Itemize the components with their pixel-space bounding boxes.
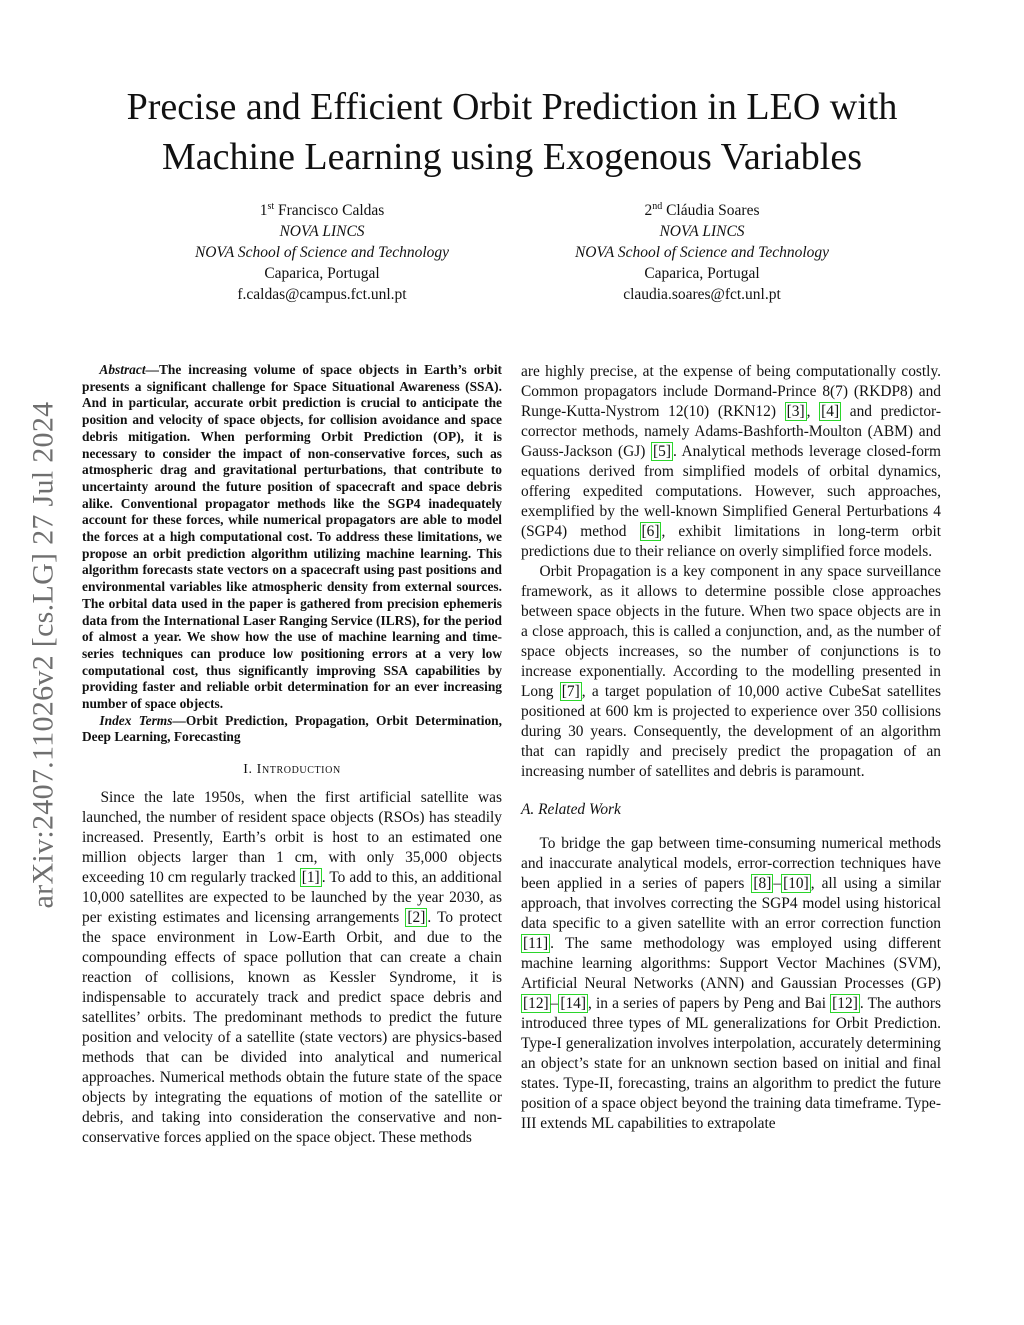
author-2-ordinal: 2 [644, 202, 653, 219]
text-span: Orbit Propagation is a key component in any space surveillance framework, as it allows to determine possible close approaches between space objects in the future. When two space objects are in a close approach, this is called a conjunction, and, as the number of space objects increases, so the number of conjunctions is to increase exponentially. According to the modelling presented in Long [521, 563, 941, 700]
text-span: and predictor-corrector methods, namely Adams-Bashforth-Moulton (ABM) and Gauss-Jackson (GJ) [521, 403, 941, 460]
text-span: . The same methodology was employed using different machine learning algorithms: Support Vector Machines (SVM), Artificial Neural Networks (ANN) and Gaussian Processes (GP) [521, 935, 941, 992]
author-1 [142, 200, 502, 305]
text-span: . To add to this, an additional 10,000 satellites are expected to be launched by the year 2030, as per existing estimates and licensing arrangements [82, 869, 503, 927]
abstract [82, 362, 502, 713]
text-span: , [806, 403, 820, 420]
text-span: . Analytical methods leverage closed-form equations derived from simplified models of orbital dynamics, offering expedited computations. However, such approaches, exemplified by the well-known Simplified General Perturbations 4 (SGP4) method [521, 443, 942, 540]
citation-link[interactable]: [14] [560, 995, 587, 1012]
citation-link[interactable]: [6] [641, 523, 660, 540]
right-paragraph-2 [521, 562, 941, 782]
author-2-location: Caparica, Portugal [644, 265, 760, 282]
text-span: . To protect the space environment in Low-Earth Orbit, and due to the compounding effects of space pollution that can create a chain reaction of collisions, known as Kessler Syndrome, it is indispensable to accurately track and predict space debris and satellites’ orbits. The predominant methods to predict the future position and velocity of a satellite (state vectors) are physics-based methods that can be divided into analytical and numerical approaches. Numerical methods obtain the future state of the space objects by integrating the equations of motion of the satellite or debris, and taking into consideration the conservative and non-conservative forces applied on the space object. These methods [82, 909, 502, 1147]
citation-link[interactable]: [7] [561, 683, 580, 700]
citation-link[interactable]: [12] [523, 995, 549, 1012]
author-1-name: Francisco Caldas [277, 202, 385, 219]
right-paragraph-1 [521, 362, 941, 562]
citation-link[interactable]: [1] [301, 869, 320, 887]
index-terms-text: —Orbit Prediction, Propagation, Orbit Determination, Deep Learning, Forecasting [82, 712, 502, 745]
author-1-name-line [142, 200, 502, 221]
author-2-ordinal-suffix: nd [652, 201, 663, 212]
author-1-location: Caparica, Portugal [264, 265, 380, 282]
right-paragraph-3 [521, 834, 941, 1134]
text-span: , in a series of papers by Peng and Bai [588, 995, 831, 1012]
author-1-org: NOVA LINCS [279, 223, 365, 240]
author-2-email: claudia.soares@fct.unl.pt [623, 286, 781, 303]
citation-link[interactable]: [3] [786, 403, 805, 420]
text-span: . The authors introduced three types of ML generalizations for Orbit Prediction. Type-I generalization involves interpolation, accurately determining an object’s state for an unknown section based on initial and final states. Type-II, forecasting, trains an algorithm to predict the future position of a space object beyond the training data timeframe. Type-III extends ML capabilities to extrapolate [521, 995, 941, 1132]
section-heading-introduction: I. Introduction [243, 762, 341, 778]
author-1-school: NOVA School of Science and Technology [194, 244, 450, 261]
title-line-1: Precise and Efficient Orbit Prediction in LEO with [126, 86, 898, 128]
right-column [521, 362, 941, 1134]
text-span: , all using a similar approach, that involves correcting the SGP4 model using historical data specific to a given satellite with an error correction function [521, 875, 941, 932]
author-2-org: NOVA LINCS [659, 223, 745, 240]
citation-link[interactable]: [4] [821, 403, 840, 420]
paper-title [70, 82, 954, 182]
text-span: , exhibit limitations in long-term orbit predictions due to their reliance on overly simplified force models. [521, 523, 941, 560]
index-terms [82, 713, 502, 746]
citation-link[interactable]: [12] [832, 995, 858, 1012]
text-span: – [773, 875, 782, 892]
index-terms-lead: Index Terms [99, 712, 173, 728]
title-line-2: Machine Learning using Exogenous Variables [161, 136, 862, 178]
author-2-school: NOVA School of Science and Technology [574, 244, 830, 261]
arxiv-watermark [18, 365, 68, 945]
author-2-name: Cláudia Soares [666, 202, 760, 219]
author-1-ordinal: 1 [259, 202, 268, 219]
citation-link[interactable]: [8] [753, 875, 772, 892]
text-span: are highly precise, at the expense of being computationally costly. Common propagators include Dormand-Prince 8(7) (RKDP8) and Runge-Kutta-Nystrom 12(10) (RKN12) [521, 363, 941, 420]
arxiv-identifier: arXiv:2407.11026v2 [cs.LG] 27 Jul 2024 [26, 401, 59, 909]
abstract-lead: Abstract [99, 362, 146, 377]
citation-link[interactable]: [10] [783, 875, 809, 892]
text-span: Since the late 1950s, when the first artificial satellite was launched, the number of resident space objects (RSOs) has steadily increased. Presently, Earth’s orbit is host to an estimated one million objects larger than 1 cm, with only 35,000 objects exceeding 10 cm regularly tracked [82, 789, 502, 887]
intro-paragraph-1 [82, 788, 502, 1148]
citation-link[interactable]: [11] [523, 935, 549, 952]
text-span: To bridge the gap between time-consuming numerical methods and inaccurate analytical models, error-correction techniques have been applied in a series of papers [521, 835, 941, 892]
author-2-name-line [522, 200, 882, 221]
citation-link[interactable]: [2] [407, 909, 426, 927]
citation-link[interactable]: [5] [653, 443, 671, 460]
abstract-text: —The increasing volume of space objects in Earth’s orbit presents a significant challenge for Space Situational Awareness (SSA). And in particular, accurate orbit prediction is crucial to anticipate the position and velocity of space objects, for collision avoidance and space debris mitigation. When performing Orbit Prediction (OP), it is necessary to consider the impact of non-conservative forces, such as atmospheric drag and gravitational perturbations, that contribute to uncertainty around the future position of spacecraft and space debris alike. Conventional propagator methods like the SGP4 inadequately account for these forces, while numerical propagators are able to model the forces at a high computational cost. To address these limitations, we propose an orbit prediction algorithm utilizing machine learning. This algorithm forecasts state vectors on a spacecraft using past positions and environmental variables like atmospheric density from external sources. The orbital data used in the paper is gathered from precision ephemeris data from the International Laser Ranging Service (ILRS), for the period of almost a year. We show how the use of machine learning and time-series techniques can produce low positioning errors at a very low computational cost, thus significantly improving SSA capabilities by providing faster and reliable orbit determination for an ever increasing number of space objects. [82, 362, 502, 712]
left-column [82, 362, 502, 1148]
text-span: – [550, 995, 559, 1012]
text-span: , a target population of 10,000 active CubeSat satellites positioned at 600 km is projected to experience over 350 collisions during 30 years. Consequently, the development of an algorithm that can rapidly and precisely predict the propagation of an increasing number of satellites and debris is paramount. [521, 683, 941, 780]
subsection-heading-related-work: A. Related Work [521, 801, 621, 818]
author-1-ordinal-suffix: st [267, 201, 275, 212]
author-2 [522, 200, 882, 305]
author-1-email: f.caldas@campus.fct.unl.pt [237, 286, 407, 303]
